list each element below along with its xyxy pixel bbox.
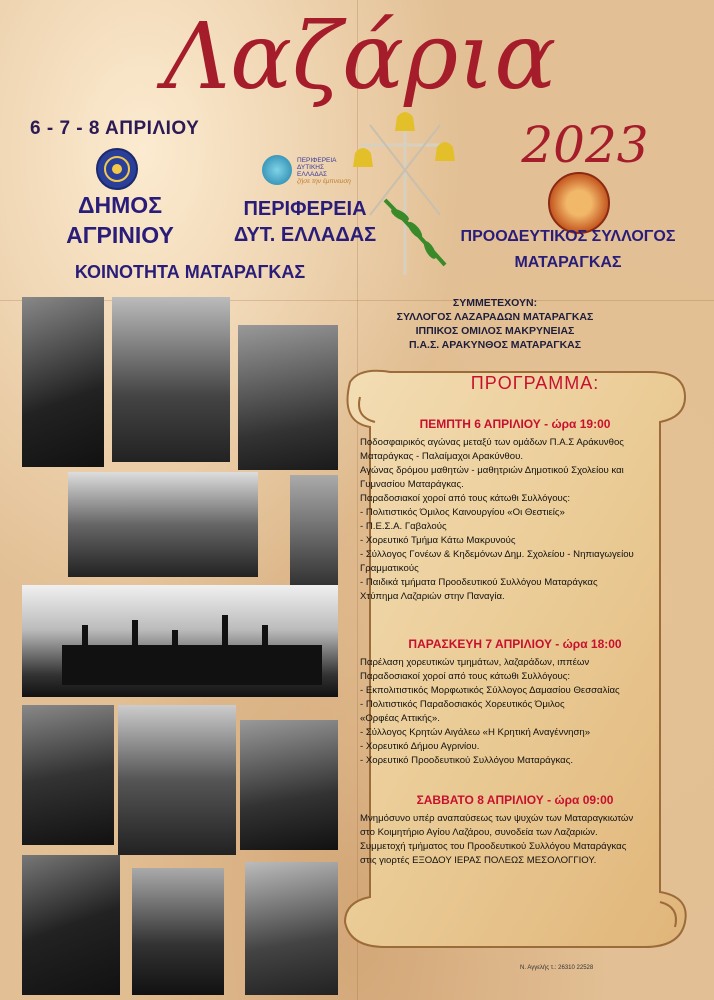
photo-young-woman [132,868,224,995]
region-logo [262,155,292,185]
photo-woman-headscarf [22,855,120,995]
day-text-saturday: Μνημόσυνο υπέρ αναπαύσεως των ψυχών των Ματαραγκιωτών στο Κοιμητήριο Αγίου Λαζάρου, συνοδεία των Λαζαριών. Συμμετοχή τμήματος του Προοδευτικού Συλλόγου Ματαράγκας στις γιορτές ΕΞΟΔΟΥ ΙΕΡΑΣ ΠΟΛΕΩΣ ΜΕΣΟΛΟΓΓΙΟΥ. [360,813,634,866]
participant-item: ΙΠΠΙΚΟΣ ΟΜΙΛΟΣ ΜΑΚΡΥΝΕΙΑΣ [415,325,575,337]
participants-block [345,296,645,352]
photo-man-foustanella [245,862,338,995]
year-text: 2023 [521,116,649,172]
region-logo-text: ΠΕΡΙΦΕΡΕΙΑ ΔΥΤΙΚΗΣ ΕΛΛΑΔΑΣ ζήσε την έμπνευση [297,157,351,185]
photo-cross [290,475,338,585]
day-heading-friday: ΠΑΡΑΣΚΕΥΗ 7 ΑΠΡΙΛΙΟΥ - ώρα 18:00 [408,637,622,651]
municipality-logo [96,148,138,190]
photo-lazaria-procession [22,585,338,697]
title-text: Λαζάρια [163,10,557,110]
participants-heading: ΣΥΜΜΕΤΕΧΟΥΝ: [452,297,538,309]
municipality-line2: ΑΓΡΙΝΙΟΥ [66,222,174,248]
community-name: ΚΟΙΝΟΤΗΤΑ ΜΑΤΑΡΑΓΚΑΣ [74,262,306,282]
club-name: ΠΡΟΟΔΕΥΤΙΚΟΣ ΣΥΛΛΟΓΟΣ ΜΑΤΑΡΑΓΚΑΣ [460,228,676,271]
photo-bell-tower [118,705,236,855]
photo-girl-seated [22,705,114,845]
municipality-name [40,190,200,250]
day-text-thursday: Ποδοσφαιρικός αγώνας μεταξύ των ομάδων Π.Α.Σ Αράκυνθος Ματαράγκας - Παλαίμαχοι Αρακύνθου. Αγώνας δρόμου μαθητών - μαθητριών Δημοτικού Σχολείου και Γυμνασίου Ματαράγκας. Παραδοσιακοί χοροί από τους κάτωθι Συλλόγους: - Πολιτιστικός Όμιλος Καινουργίου «Οι Θεστιείς» - Π.Ε.Σ.Α. Γαβαλούς - Χορευτικό Τμήμα Κάτω Μακρυνούς - Σύλλογος Γονέων & Κηδεμόνων Δημ. Σχολείου - Νηπιαγωγείου Γραμματικούς - Παιδικά τμήματα Προοδευτικού Συλλόγου Ματαράγκας Χτύπημα Λαζαριών στην Παναγία. [360,437,634,602]
program-title: ΠΡΟΓΡΑΜΜΑ: [470,373,600,393]
region-name: ΠΕΡΙΦΕΡΕΙΑ ΔΥΤ. ΕΛΛΑΔΑΣ [233,198,377,246]
photo-woman-seated [238,325,338,470]
photo-landscape [68,472,258,577]
printer-credit: Ν. Αγγελής τ.: 26310 22528 [520,965,594,971]
title-artwork [60,10,660,110]
photo-woman-bouquet [240,720,338,850]
lazaria-cross-illustration [345,105,465,285]
event-dates: 6 - 7 - 8 ΑΠΡΙΛΙΟΥ [30,118,200,139]
participant-item: Π.Α.Σ. ΑΡΑΚΥΝΘΟΣ ΜΑΤΑΡΑΓΚΑΣ [408,339,582,351]
photo-woman-scarf [112,297,230,462]
photo-woman-costume [22,297,104,467]
municipality-line1: ΔΗΜΟΣ [78,192,162,218]
day-heading-thursday: ΠΕΜΠΤΗ 6 ΑΠΡΙΛΙΟΥ - ώρα 19:00 [419,417,611,431]
day-text-friday: Παρέλαση χορευτικών τμημάτων, λαζαράδων, ιππέων Παραδοσιακοί χοροί από τους κάτωθι Συλλόγους: - Εκπολιτιστικός Μορφωτικός Σύλλογος Δαμασίου Θεσσαλίας - Πολιτιστικός Παραδοσιακός Χορευτικός Όμιλος «Ορφέας Αττικής». - Σύλλογος Κρητών Αιγάλεω «Η Κρητική Αναγέννηση» - Χορευτικό Δήμου Αγρινίου. - Χορευτικό Προοδευτικού Συλλόγου Ματαράγκας. [360,657,620,766]
participant-item: ΣΥΛΛΟΓΟΣ ΛΑΖΑΡΑΔΩΝ ΜΑΤΑΡΑΓΚΑΣ [396,311,594,323]
year-artwork [505,112,665,172]
day-heading-saturday: ΣΑΒΒΑΤΟ 8 ΑΠΡΙΛΙΟΥ - ώρα 09:00 [416,793,614,807]
